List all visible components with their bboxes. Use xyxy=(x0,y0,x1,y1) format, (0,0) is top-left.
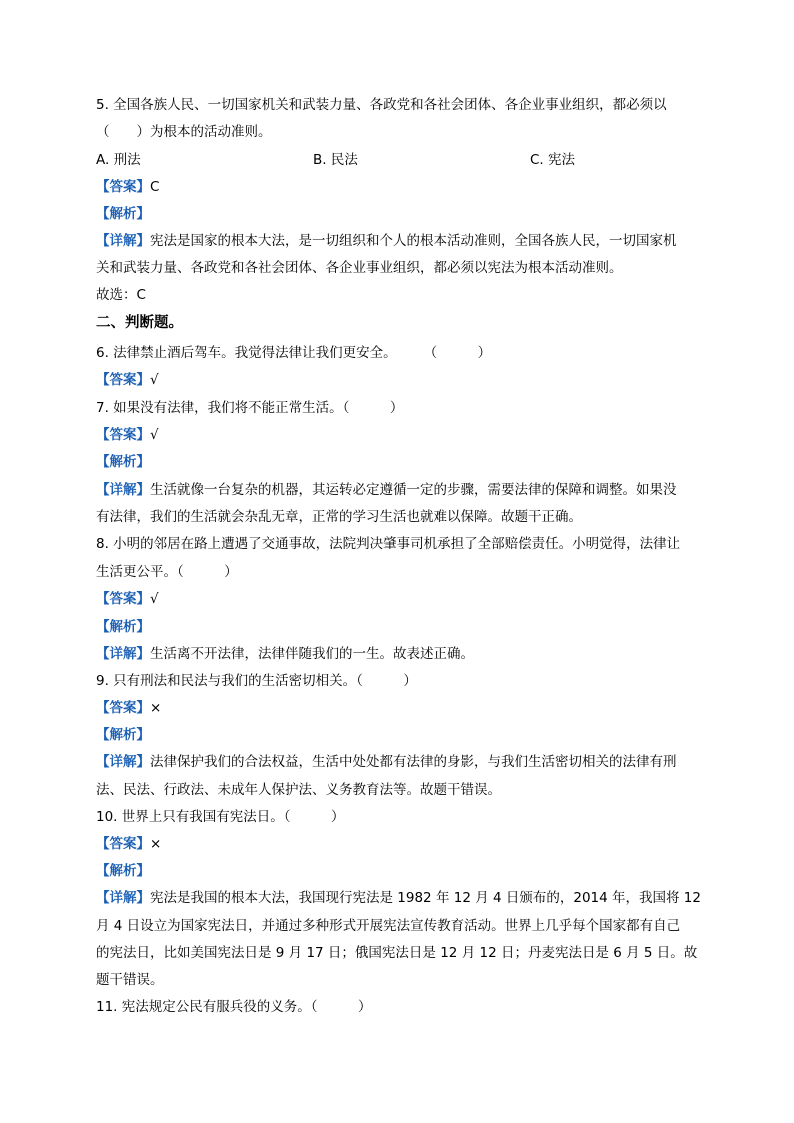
analysis-tag: 【解析】 xyxy=(96,727,150,743)
q5-answer-row xyxy=(96,178,159,196)
q5-option-b: B. 民法 xyxy=(313,152,358,168)
q9-stem: 9. 只有刑法和民法与我们的生活密切相关。（ ） xyxy=(96,673,417,689)
q5-stem-line2: （ ）为根本的活动准则。 xyxy=(96,124,272,140)
q8-detail-text1: 生活离不开法律，法律伴随我们的一生。故表述正确。 xyxy=(150,646,474,662)
q10-analysis-row xyxy=(96,862,150,880)
q6-stem: 6. 法律禁止酒后驾车。我觉得法律让我们更安全。 （ ） xyxy=(96,345,492,361)
answer-tag: 【答案】 xyxy=(96,700,150,716)
q9-answer-row xyxy=(96,699,161,717)
q10-answer-row xyxy=(96,835,161,853)
q7-answer-row xyxy=(96,426,159,444)
q5-option-c: C. 宪法 xyxy=(530,152,576,168)
q7-detail-text1: 生活就像一台复杂的机器，其运转必定遵循一定的步骤，需要法律的保障和调整。如果没 xyxy=(150,482,677,498)
q9-detail-line1 xyxy=(96,753,677,771)
q8-answer: √ xyxy=(150,591,159,607)
answer-tag: 【答案】 xyxy=(96,836,150,852)
q9-detail-line2: 法、民法、行政法、未成年人保护法、义务教育法等。故题干错误。 xyxy=(96,782,501,798)
analysis-tag: 【解析】 xyxy=(96,619,150,635)
detail-tag: 【详解】 xyxy=(96,482,150,498)
q10-detail-line4: 题干错误。 xyxy=(96,972,164,988)
q10-detail-line3: 的宪法日，比如美国宪法日是 9 月 17 日；俄国宪法日是 12 月 12 日；丹麦宪法日是 6 月 5 日。故 xyxy=(96,945,698,961)
q6-answer-row xyxy=(96,371,159,389)
q10-answer: × xyxy=(150,836,162,852)
answer-tag: 【答案】 xyxy=(96,179,150,195)
detail-tag: 【详解】 xyxy=(96,646,150,662)
q7-detail-line1 xyxy=(96,481,677,499)
q5-answer: C xyxy=(150,179,160,195)
answer-tag: 【答案】 xyxy=(96,372,150,388)
q5-choice: 故选：C xyxy=(96,287,146,303)
q5-analysis-row xyxy=(96,205,150,223)
q10-detail-line1 xyxy=(96,889,701,907)
q8-stem-line2: 生活更公平。（ ） xyxy=(96,564,238,580)
q8-detail-line1 xyxy=(96,645,474,663)
q5-detail-line2: 关和武装力量、各政党和各社会团体、各企业事业组织，都必须以宪法为根本活动准则。 xyxy=(96,260,623,276)
q8-answer-row xyxy=(96,590,159,608)
q9-answer: × xyxy=(150,700,162,716)
q11-stem: 11. 宪法规定公民有服兵役的义务。（ ） xyxy=(96,999,372,1015)
section-heading: 二、判断题。 xyxy=(96,315,183,331)
q5-detail-line1 xyxy=(96,232,677,250)
analysis-tag: 【解析】 xyxy=(96,863,150,879)
q9-analysis-row xyxy=(96,726,150,744)
q10-stem: 10. 世界上只有我国有宪法日。（ ） xyxy=(96,809,345,825)
detail-tag: 【详解】 xyxy=(96,754,150,770)
q7-detail-line2: 有法律，我们的生活就会杂乱无章，正常的学习生活也就难以保障。故题干正确。 xyxy=(96,509,582,525)
q7-answer: √ xyxy=(150,427,159,443)
answer-tag: 【答案】 xyxy=(96,427,150,443)
q6-answer: √ xyxy=(150,372,159,388)
analysis-tag: 【解析】 xyxy=(96,206,150,222)
q8-stem-line1: 8. 小明的邻居在路上遭遇了交通事故，法院判决肇事司机承担了全部赔偿责任。小明觉得，法律让 xyxy=(96,536,681,552)
q5-detail-text1: 宪法是国家的根本大法，是一切组织和个人的根本活动准则，全国各族人民，一切国家机 xyxy=(150,233,677,249)
q10-detail-text1: 宪法是我国的根本大法，我国现行宪法是 1982 年 12 月 4 日颁布的，2014 年，我国将 12 xyxy=(150,890,701,906)
q7-stem: 7. 如果没有法律，我们将不能正常生活。（ ） xyxy=(96,400,404,416)
detail-tag: 【详解】 xyxy=(96,890,150,906)
q5-option-a: A. 刑法 xyxy=(96,152,141,168)
q8-analysis-row xyxy=(96,618,150,636)
q7-analysis-row xyxy=(96,453,150,471)
answer-tag: 【答案】 xyxy=(96,591,150,607)
q9-detail-text1: 法律保护我们的合法权益，生活中处处都有法律的身影，与我们生活密切相关的法律有刑 xyxy=(150,754,677,770)
q10-detail-line2: 月 4 日设立为国家宪法日，并通过多种形式开展宪法宣传教育活动。世界上几乎每个国家都有自己 xyxy=(96,918,681,934)
q5-stem-line1: 5. 全国各族人民、一切国家机关和武装力量、各政党和各社会团体、各企业事业组织，都必须以 xyxy=(96,97,667,113)
analysis-tag: 【解析】 xyxy=(96,454,150,470)
detail-tag: 【详解】 xyxy=(96,233,150,249)
